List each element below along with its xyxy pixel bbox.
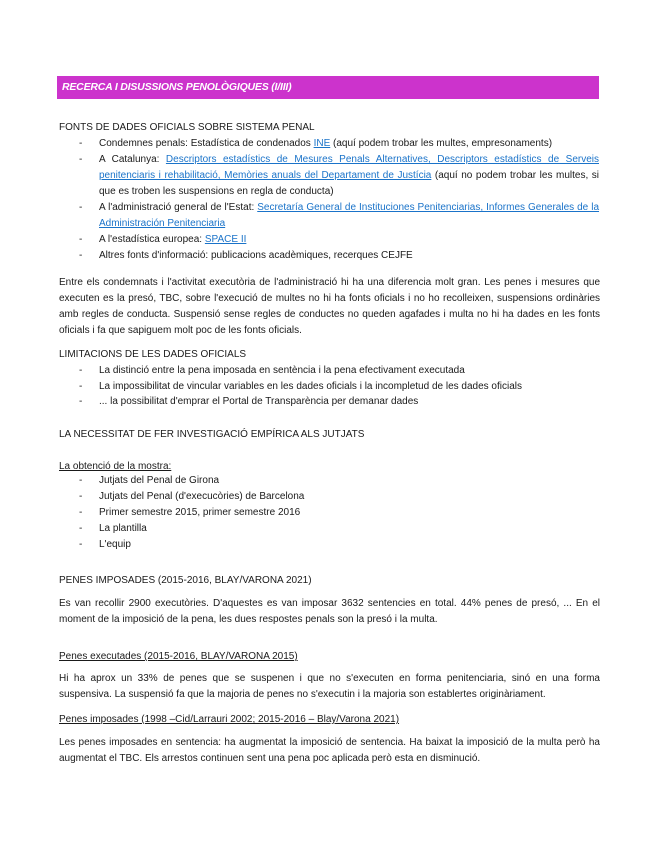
paragraph-imposed-penalties-historic: Les penes imposades en sentencia: ha augmentat la imposició de sentencia. Ha baixat la imposició de la multa però ha augmentat el TBC. Els arrestos continuen sent una pena poc aplicada però esta en disminució. [59, 737, 600, 764]
paragraph-execution-activity: Entre els condemnats i l'activitat executòria de l'administració hi ha una diferencia molt gran. Les penes i mesures que executen es la presó, TBC, sobre l'execució de multes no hi ha fonts oficials i no ho recolleixen, suspensions ordinàries amb regles de conducta. Suspensió sense regles de conductes no queden agafades i multa no hi ha dades en les fonts oficials i fa que sapiguem molt poc de les fonts oficials. [59, 277, 600, 336]
heading-executed-penalties: Penes executades (2015-2016, BLAY/VARONA 2015) [59, 651, 298, 662]
heading-imposed-penalties-historic: Penes imposades (1998 –Cid/Larrauri 2002; 2015-2016 – Blay/Varona 2021) [59, 714, 400, 725]
space-ii-link[interactable]: SPACE II [204, 234, 247, 245]
list-item: - Condemnes penals: Estadística de condenados INE (aquí podem trobar les multes, empresonaments) [79, 138, 553, 149]
list-item: - L'equip [79, 539, 131, 550]
heading-limitations: LIMITACIONS DE LES DADES OFICIALS [59, 349, 247, 360]
official-sources-list [59, 136, 599, 264]
list-item: - La distinció entre la pena imposada en sentència i la pena efectivament executada [79, 365, 465, 376]
sample-list [59, 473, 599, 553]
paragraph-imposed-penalties: Es van recollir 2900 executòries. D'aquestes es van imposar 3632 sentencies en total. 44% penes de presó, ... En el moment de la imposició de la pena, les dues respostes penals son la presó i la multa. [59, 598, 600, 625]
paragraph-executed-penalties: Hi ha aprox un 33% de penes que se suspenen i que no s'executen en forma penitenciaria, sinó en una forma suspensiva. La suspensió fa que la majoria de penes no s'executin i la majoria son establertes originàriament. [59, 673, 600, 700]
list-item: - Jutjats del Penal de Girona [79, 475, 220, 486]
list-item: - La impossibilitat de vincular variables en les dades oficials i la incompletud de les dades oficials [79, 380, 523, 392]
heading-official-sources: FONTS DE DADES OFICIALS SOBRE SISTEMA PENAL [59, 122, 315, 133]
list-item: - Jutjats del Penal (d'execucòries) de Barcelona [79, 491, 305, 502]
list-item: - Primer semestre 2015, primer semestre 2016 [79, 507, 301, 518]
section-banner: RECERCA I DISUSSIONS PENOLÒGIQUES (I/III) [57, 76, 599, 99]
list-item: - Altres fonts d'informació: publicacions acadèmiques, recerques CEJFE [79, 250, 413, 261]
list-item: - A Catalunya: Descriptors estadístics de Mesures Penals Alternatives, Descriptors estadístics de Serveis penitenciaris i rehabilitació, Memòries anuals del Departament de Justícia (aquí no podem trobar les multes, si que es troben les suspensions en regla de conducta) [79, 154, 599, 197]
list-item: - A l'administració general de l'Estat: Secretaría General de Instituciones Penitenciarias, Informes Generales de la Administración Penitenciaria [79, 202, 600, 229]
heading-empirical-research: LA NECESSITAT DE FER INVESTIGACIÓ EMPÍRICA ALS JUTJATS [59, 429, 365, 440]
limitations-list [59, 363, 599, 410]
list-item: - A l'estadística europea: SPACE II [79, 234, 247, 245]
secretaria-general-link[interactable]: Secretaría General de Instituciones Penitenciarias, Informes Generales de la Administración Penitenciaria [99, 202, 600, 229]
list-item: - La plantilla [79, 523, 147, 534]
list-item: - ... la possibilitat d'emprar el Portal de Transparència per demanar dades [79, 396, 419, 407]
ine-link[interactable]: INE [313, 138, 331, 149]
heading-imposed-penalties: PENES IMPOSADES (2015-2016, BLAY/VARONA 2021) [59, 575, 312, 586]
subheading-sample: La obtenció de la mostra: [59, 461, 172, 472]
catalunya-descriptors-link[interactable]: Descriptors estadístics de Mesures Penals Alternatives, Descriptors estadístics de Serveis penitenciaris i rehabilitació, Memòries anuals del Departament de Justícia [99, 154, 599, 181]
